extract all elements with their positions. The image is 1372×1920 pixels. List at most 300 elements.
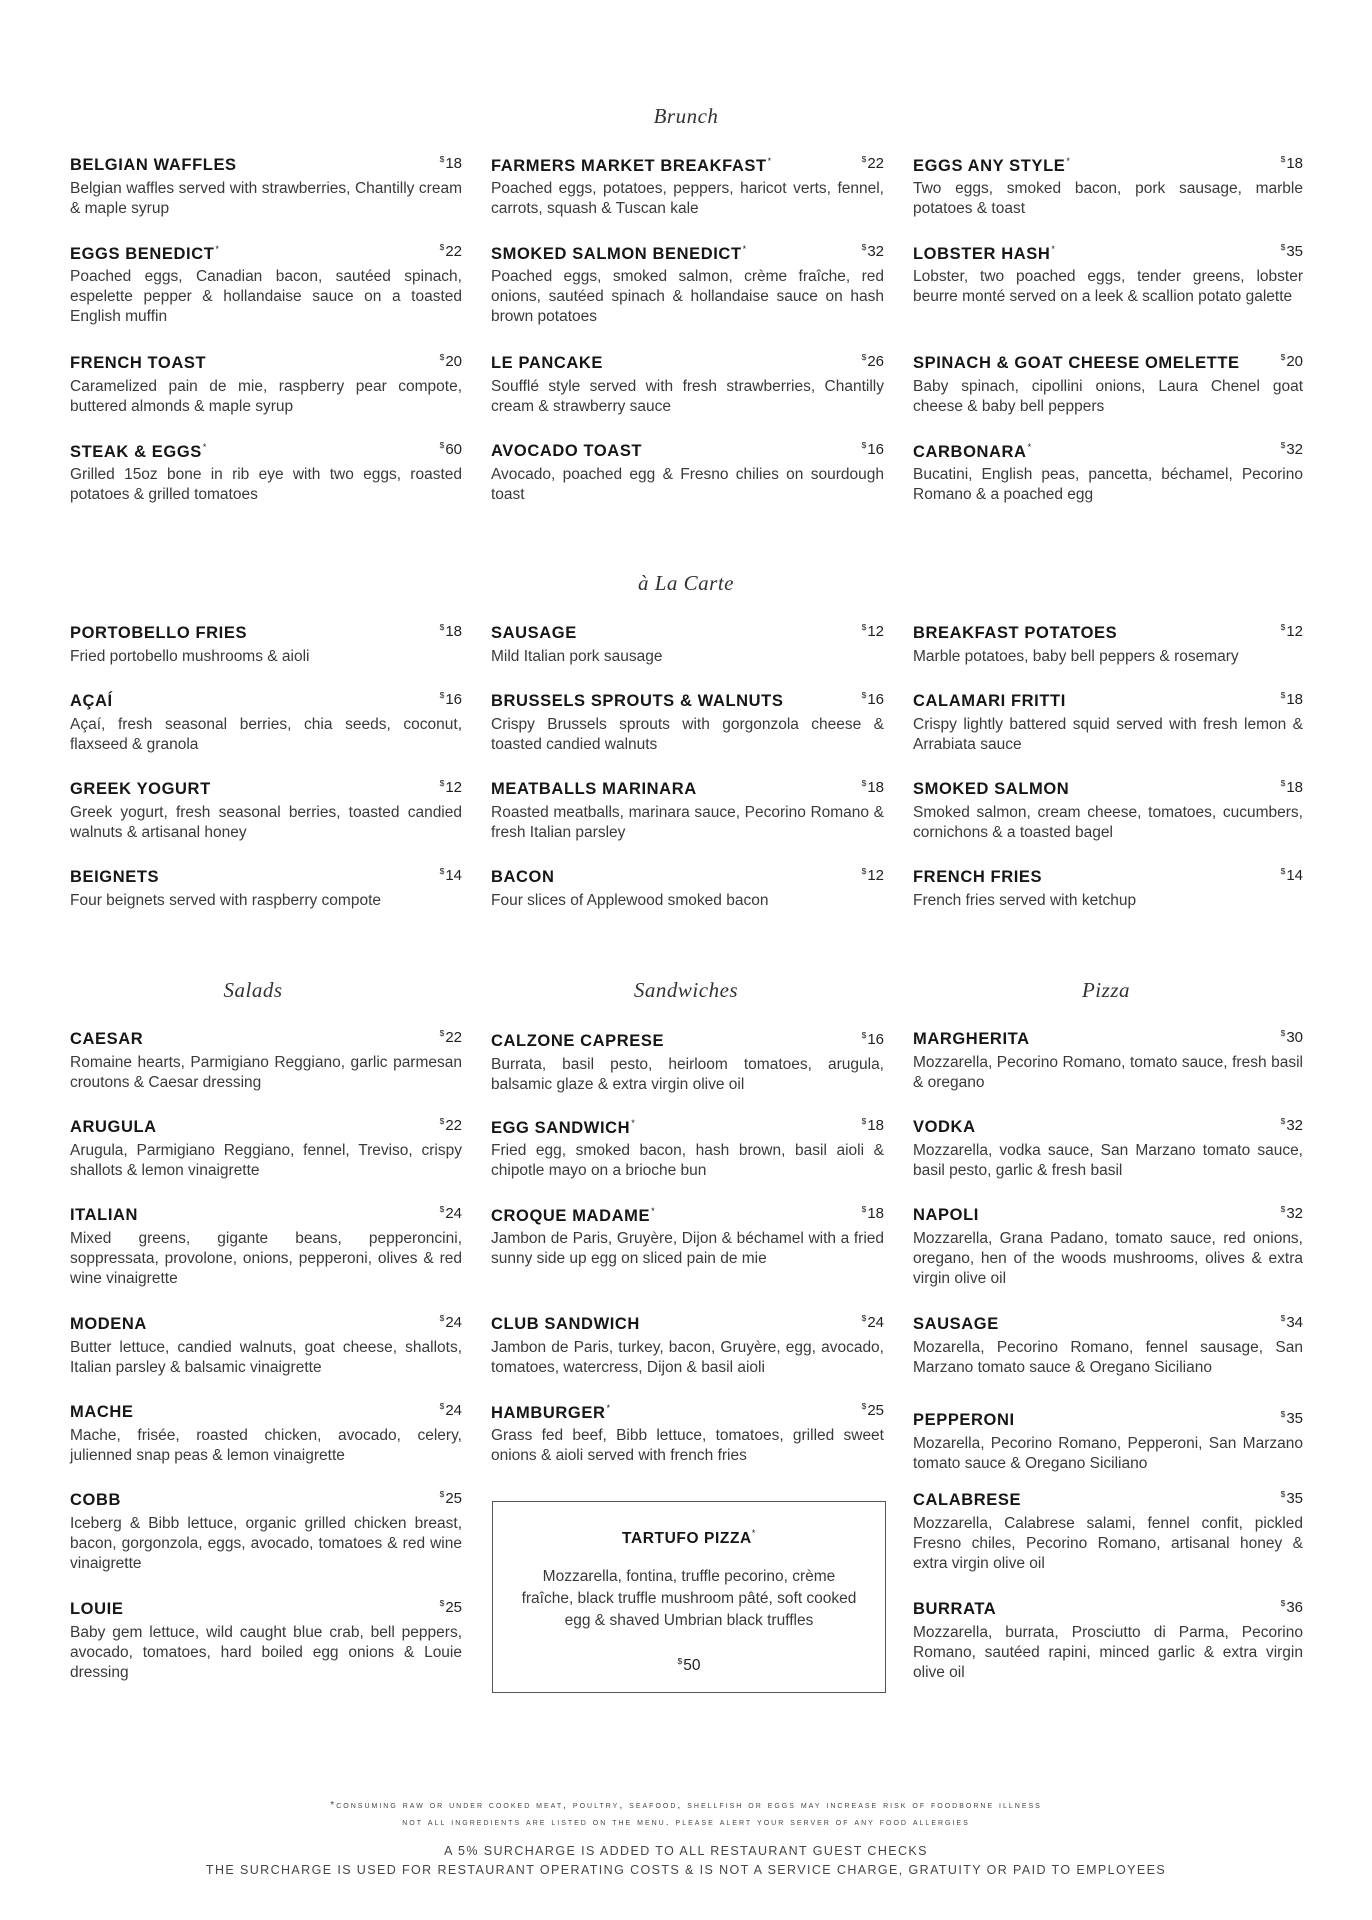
price-value: 32	[1286, 441, 1303, 458]
menu-item-name	[913, 1491, 1021, 1509]
menu-item-description: Belgian waffles served with strawberries, Chantilly cream & maple syrup	[70, 180, 462, 217]
menu-item-header	[913, 244, 1303, 266]
menu-item-description: Poached eggs, smoked salmon, crème fraîche, red onions, sautéed spinach & hollandaise sauce on hash brown potatoes	[491, 268, 884, 325]
menu-item-price	[440, 690, 462, 708]
menu-item-name	[913, 692, 1066, 710]
menu-item	[913, 624, 1303, 667]
menu-item-header	[913, 1491, 1303, 1513]
menu-item-description: Açaí, fresh seasonal berries, chia seeds, coconut, flaxseed & granola	[70, 716, 462, 753]
menu-item-name	[913, 157, 1070, 175]
menu-item-price	[862, 1401, 884, 1419]
currency-symbol: $	[861, 1204, 867, 1214]
menu-item-header	[491, 692, 884, 714]
menu-item-name-text: BREAKFAST POTATOES	[913, 624, 1118, 642]
menu-item-price	[440, 440, 462, 458]
menu-item-header	[70, 1206, 462, 1228]
menu-item-header	[491, 1032, 884, 1054]
currency-symbol: $	[861, 866, 867, 876]
allergy-footnote	[0, 1797, 1372, 1831]
currency-symbol: $	[861, 622, 867, 632]
menu-item-name	[491, 780, 697, 798]
currency-symbol: $	[439, 690, 445, 700]
menu-item-header	[491, 1403, 884, 1425]
price-value: 32	[1286, 1205, 1303, 1222]
price-value: 18	[867, 779, 884, 796]
menu-item	[491, 1315, 884, 1378]
menu-item	[491, 244, 884, 327]
menu-item	[70, 1118, 462, 1181]
menu-item	[70, 156, 462, 219]
currency-symbol: $	[861, 154, 867, 164]
menu-item	[913, 1411, 1303, 1474]
currency-symbol: $	[861, 1401, 867, 1411]
menu-item-name-text: CROQUE MADAME	[491, 1207, 651, 1225]
menu-item-description: Crispy Brussels sprouts with gorgonzola cheese & toasted candied walnuts	[491, 716, 884, 753]
price-value: 35	[1286, 1490, 1303, 1507]
menu-item-name	[491, 1207, 655, 1225]
menu-item	[913, 868, 1303, 911]
price-value: 16	[867, 1031, 884, 1048]
menu-item-price	[862, 154, 884, 172]
menu-item-description: Four beignets served with raspberry compote	[70, 892, 382, 909]
menu-item	[70, 442, 462, 505]
menu-item-name	[491, 1032, 664, 1050]
tartufo-pizza-feature-box	[492, 1501, 886, 1693]
menu-item-header	[913, 354, 1303, 376]
menu-item-name	[491, 442, 642, 460]
menu-item-description: Avocado, poached egg & Fresno chilies on sourdough toast	[491, 466, 884, 503]
menu-item-price	[1281, 778, 1303, 796]
menu-item-price	[1281, 352, 1303, 370]
raw-food-asterisk: *	[215, 244, 220, 254]
section-title-brunch: Brunch	[653, 104, 719, 128]
menu-item	[70, 1491, 462, 1574]
price-value: 12	[867, 867, 884, 884]
surcharge-line-1: A 5% SURCHARGE IS ADDED TO ALL RESTAURANT GUEST CHECKS	[444, 1844, 928, 1858]
menu-item-description: Bucatini, English peas, pancetta, béchamel, Pecorino Romano & a poached egg	[913, 466, 1303, 503]
menu-item	[70, 868, 462, 911]
menu-item-description: Burrata, basil pesto, heirloom tomatoes, arugula, balsamic glaze & extra virgin olive oil	[491, 1056, 884, 1093]
menu-item-price	[862, 622, 884, 640]
menu-item	[70, 1206, 462, 1289]
price-value: 30	[1286, 1029, 1303, 1046]
menu-item-description: Iceberg & Bibb lettuce, organic grilled chicken breast, bacon, gorgonzola, eggs, avocado, tomatoes & red wine vinaigrette	[70, 1515, 462, 1572]
menu-item-name	[70, 354, 206, 372]
menu-item-header	[70, 1491, 462, 1513]
menu-item-description: Jambon de Paris, turkey, bacon, Gruyère, egg, avocado, tomatoes, watercress, Dijon & basil aioli	[491, 1339, 884, 1376]
menu-item-name-text: SAUSAGE	[491, 624, 577, 642]
menu-item-header	[913, 1600, 1303, 1622]
menu-item-name	[70, 443, 207, 461]
menu-item-name	[913, 443, 1032, 461]
feature-item-name: TARTUFO PIZZA*	[622, 1528, 756, 1547]
currency-symbol: $	[1280, 622, 1286, 632]
menu-item-header	[491, 1315, 884, 1337]
menu-item-price	[862, 1116, 884, 1134]
menu-item-name	[70, 245, 220, 263]
currency-symbol: $	[1280, 866, 1286, 876]
footnote-line-2: not all ingredients are listed on the menu. please alert your server of any food allergies	[402, 1816, 970, 1828]
menu-item-name-text: SMOKED SALMON BENEDICT	[491, 245, 742, 263]
menu-item-price	[1281, 154, 1303, 172]
menu-item-price	[862, 866, 884, 884]
menu-item-description: Two eggs, smoked bacon, pork sausage, marble potatoes & toast	[913, 180, 1303, 217]
price-value: 18	[867, 1205, 884, 1222]
menu-item-description: Mozarella, Pecorino Romano, fennel sausage, San Marzano tomato sauce & Oregano Siciliano	[913, 1339, 1303, 1376]
menu-item-price	[440, 778, 462, 796]
menu-item-name	[491, 692, 783, 710]
menu-item-name	[70, 1403, 134, 1421]
menu-item-header	[913, 692, 1303, 714]
menu-item-header	[70, 354, 462, 376]
section-title-salads: Salads	[223, 978, 283, 1002]
price-value: 34	[1286, 1314, 1303, 1331]
menu-item-description: Butter lettuce, candied walnuts, goat cheese, shallots, Italian parsley & balsamic vinaigrette	[70, 1339, 462, 1376]
menu-item	[913, 1315, 1303, 1378]
price-value: 35	[1286, 1410, 1303, 1427]
raw-food-asterisk: *	[1051, 244, 1056, 254]
menu-item-price	[862, 1030, 884, 1048]
currency-symbol: $	[1280, 1598, 1286, 1608]
menu-item-price	[1281, 1598, 1303, 1616]
currency-symbol: $	[439, 778, 445, 788]
currency-symbol: $	[1280, 1313, 1286, 1323]
menu-item-name	[491, 157, 772, 175]
currency-symbol: $	[439, 1116, 445, 1126]
menu-item-header	[491, 156, 884, 178]
menu-item-description: Greek yogurt, fresh seasonal berries, toasted candied walnuts & artisanal honey	[70, 804, 462, 841]
menu-item-price	[440, 1489, 462, 1507]
menu-item-price	[440, 352, 462, 370]
menu-item-name	[491, 624, 577, 642]
menu-item-description: Mozzarella, burrata, Prosciutto di Parma, Pecorino Romano, sautéed rapini, minced garlic & extra virgin olive oil	[913, 1624, 1303, 1681]
currency-symbol: $	[1280, 242, 1286, 252]
price-value: 20	[1286, 353, 1303, 370]
menu-item	[70, 1030, 462, 1093]
menu-item-name-text: FARMERS MARKET BREAKFAST	[491, 157, 767, 175]
raw-food-asterisk: *	[767, 156, 772, 166]
menu-item-description: Poached eggs, potatoes, peppers, haricot verts, fennel, carrots, squash & Tuscan kale	[491, 180, 884, 217]
menu-item-name	[491, 354, 603, 372]
menu-item-name-text: LOBSTER HASH	[913, 245, 1051, 263]
menu-item-price	[1281, 1313, 1303, 1331]
menu-item-header	[491, 244, 884, 266]
raw-food-asterisk: *	[1066, 156, 1071, 166]
menu-item-name-text: HAMBURGER	[491, 1404, 606, 1422]
currency-symbol: $	[439, 242, 445, 252]
menu-item	[913, 1491, 1303, 1574]
menu-item-name-text: GREEK YOGURT	[70, 780, 211, 798]
menu-item-price	[1281, 866, 1303, 884]
currency-symbol: $	[1280, 1409, 1286, 1419]
menu-item-name	[70, 1030, 143, 1048]
currency-symbol: $	[1280, 1028, 1286, 1038]
menu-item-price	[1281, 1116, 1303, 1134]
menu-item-price	[862, 778, 884, 796]
menu-item-name	[491, 245, 747, 263]
menu-item-name	[70, 156, 237, 174]
currency-symbol: $	[439, 622, 445, 632]
currency-symbol: $	[439, 440, 445, 450]
surcharge-line-2: THE SURCHARGE IS USED FOR RESTAURANT OPERATING COSTS & IS NOT A SERVICE CHARGE, GRATUITY OR PAID TO EMPLOYEES	[205, 1863, 1167, 1877]
menu-item-description: Mache, frisée, roasted chicken, avocado, celery, julienned snap peas & lemon vinaigrette	[70, 1427, 462, 1464]
menu-item-price	[862, 242, 884, 260]
menu-item-name-text: SMOKED SALMON	[913, 780, 1070, 798]
menu-item-name	[491, 1404, 611, 1422]
currency-symbol: $	[439, 1313, 445, 1323]
menu-item-header	[913, 156, 1303, 178]
menu-item-price	[440, 622, 462, 640]
menu-item-description: Mozarella, Pecorino Romano, Pepperoni, San Marzano tomato sauce & Oregano Siciliano	[913, 1435, 1303, 1472]
menu-item-price	[1281, 1204, 1303, 1222]
price-value: 16	[445, 691, 462, 708]
menu-item-name-text: FRENCH FRIES	[913, 868, 1043, 886]
menu-item-name-text: EGGS BENEDICT	[70, 245, 215, 263]
currency-symbol: $	[1280, 690, 1286, 700]
currency-symbol: $	[1280, 778, 1286, 788]
menu-item-header	[70, 692, 462, 714]
currency-symbol: $	[861, 690, 867, 700]
menu-item	[491, 1206, 884, 1269]
menu-item-name	[70, 780, 211, 798]
menu-item	[913, 692, 1303, 755]
section-title-pizza: Pizza	[1081, 978, 1130, 1002]
menu-item-name-text: CARBONARA	[913, 443, 1027, 461]
menu-item	[491, 692, 884, 755]
menu-item-header	[70, 156, 462, 178]
price-value: 22	[867, 155, 884, 172]
price-value: 24	[445, 1205, 462, 1222]
menu-item	[913, 1600, 1303, 1683]
price-value: 24	[867, 1314, 884, 1331]
menu-item-description: Smoked salmon, cream cheese, tomatoes, cucumbers, cornichons & a toasted bagel	[913, 804, 1303, 841]
currency-symbol: $	[861, 1313, 867, 1323]
menu-item-name-text: BURRATA	[913, 1600, 997, 1618]
price-value: 25	[867, 1402, 884, 1419]
menu-item	[913, 780, 1303, 843]
menu-item-header	[913, 1118, 1303, 1140]
menu-item-name	[70, 1600, 123, 1618]
price-value: 35	[1286, 243, 1303, 260]
menu-item-header	[913, 1411, 1303, 1433]
menu-item-price	[440, 242, 462, 260]
menu-item-description: Mild Italian pork sausage	[491, 648, 663, 665]
menu-item-header	[913, 1206, 1303, 1228]
menu-item-name	[70, 868, 159, 886]
menu-item-description: Marble potatoes, baby bell peppers & rosemary	[913, 648, 1239, 665]
currency-symbol: $	[861, 1030, 867, 1040]
menu-item-name	[913, 1030, 1030, 1048]
menu-item-header	[913, 1030, 1303, 1052]
menu-item	[491, 868, 884, 911]
currency-symbol: $	[439, 1028, 445, 1038]
currency-symbol: $	[1280, 154, 1286, 164]
menu-item-header	[70, 868, 462, 890]
menu-item-name-text: PORTOBELLO FRIES	[70, 624, 248, 642]
menu-item-header	[913, 624, 1303, 646]
menu-item-name	[491, 868, 555, 886]
currency-symbol: $	[439, 866, 445, 876]
menu-item-name-text: EGG SANDWICH	[491, 1119, 631, 1137]
menu-item-header	[70, 780, 462, 802]
menu-item-header	[70, 1118, 462, 1140]
section-title-sandwiches: Sandwiches	[633, 978, 739, 1002]
menu-item-name	[70, 1491, 121, 1509]
menu-item	[70, 624, 462, 667]
menu-item	[913, 156, 1303, 219]
menu-item-description: Grilled 15oz bone in rib eye with two eggs, roasted potatoes & grilled tomatoes	[70, 466, 462, 503]
price-value: 14	[1286, 867, 1303, 884]
footnote-line-1: *consuming raw or under cooked meat, poultry, seafood, shellfish or eggs may increase risk of foodborne illness	[330, 1799, 1042, 1811]
menu-item-name	[913, 780, 1069, 798]
currency-symbol: $	[439, 154, 445, 164]
menu-item-price	[1281, 1028, 1303, 1046]
menu-item-description: Crispy lightly battered squid served with fresh lemon & Arrabiata sauce	[913, 716, 1303, 753]
menu-item-name	[491, 1315, 640, 1333]
menu-item-name-text: LE PANCAKE	[491, 354, 604, 372]
menu-item-header	[70, 624, 462, 646]
menu-item-price	[440, 1598, 462, 1616]
menu-item-header	[70, 1600, 462, 1622]
menu-item-header	[491, 1118, 884, 1140]
price-value: 22	[445, 1117, 462, 1134]
menu-item-header	[491, 780, 884, 802]
surcharge-notice	[0, 1842, 1372, 1880]
price-value: 14	[445, 867, 462, 884]
menu-item-name	[70, 624, 247, 642]
menu-item	[913, 1030, 1303, 1093]
menu-item-description: Grass fed beef, Bibb lettuce, tomatoes, grilled sweet onions & aioli served with french fries	[491, 1427, 884, 1464]
menu-item-name-text: SAUSAGE	[913, 1315, 999, 1333]
menu-item-name-text: ARUGULA	[70, 1118, 157, 1136]
menu-item	[491, 354, 884, 417]
menu-item-price	[440, 1313, 462, 1331]
price-value: 18	[445, 155, 462, 172]
menu-item-description: Mixed greens, gigante beans, pepperoncini, soppressata, provolone, onions, pepperoni, olives & red wine vinaigrette	[70, 1230, 462, 1287]
menu-item-header	[491, 868, 884, 890]
price-value: 24	[445, 1314, 462, 1331]
menu-item-price	[440, 1116, 462, 1134]
menu-item-header	[70, 244, 462, 266]
menu-item-name-text: PEPPERONI	[913, 1411, 1015, 1429]
menu-item-name	[913, 354, 1240, 372]
menu-item-name	[70, 692, 113, 710]
currency-symbol: $	[861, 352, 867, 362]
price-value: 22	[445, 243, 462, 260]
menu-item-description: Four slices of Applewood smoked bacon	[491, 892, 769, 909]
menu-item-name	[913, 1600, 996, 1618]
menu-item-description: Mozzarella, Grana Padano, tomato sauce, red onions, oregano, hen of the woods mushrooms, olives & extra virgin olive oil	[913, 1230, 1303, 1287]
raw-food-asterisk: *	[606, 1403, 611, 1413]
menu-item-name	[70, 1315, 147, 1333]
menu-item-description: Baby spinach, cipollini onions, Laura Chenel goat cheese & baby bell peppers	[913, 378, 1303, 415]
menu-item-header	[70, 442, 462, 464]
menu-item	[70, 1403, 462, 1466]
menu-item-name	[913, 245, 1055, 263]
menu-item	[913, 354, 1303, 417]
menu-item-price	[1281, 1409, 1303, 1427]
menu-item-name	[913, 1206, 979, 1224]
menu-item-description: Mozzarella, Pecorino Romano, tomato sauce, fresh basil & oregano	[913, 1054, 1303, 1091]
menu-item	[70, 692, 462, 755]
menu-item-name-text: AÇAÍ	[70, 692, 113, 710]
menu-item-name-text: MEATBALLS MARINARA	[491, 780, 697, 798]
menu-item-name-text: FRENCH TOAST	[70, 354, 207, 372]
menu-item-name-text: VODKA	[913, 1118, 976, 1136]
menu-item-name-text: CAESAR	[70, 1030, 144, 1048]
menu-item	[491, 156, 884, 219]
menu-item-name-text: CLUB SANDWICH	[491, 1315, 640, 1333]
price-value: 18	[867, 1117, 884, 1134]
menu-item-price	[1281, 440, 1303, 458]
menu-item-price	[862, 440, 884, 458]
menu-item-name-text: CALAMARI FRITTI	[913, 692, 1066, 710]
price-value: 36	[1286, 1599, 1303, 1616]
raw-food-asterisk: *	[202, 442, 207, 452]
menu-item	[70, 244, 462, 327]
menu-item-header	[913, 780, 1303, 802]
menu-item-name-text: BELGIAN WAFFLES	[70, 156, 237, 174]
menu-item-price	[862, 1204, 884, 1222]
menu-item-name	[491, 1119, 635, 1137]
menu-item-price	[1281, 622, 1303, 640]
menu-item-header	[70, 1030, 462, 1052]
menu-item	[70, 354, 462, 417]
raw-food-asterisk: *	[651, 1206, 656, 1216]
menu-item-price	[862, 1313, 884, 1331]
currency-symbol: $	[1280, 1489, 1286, 1499]
price-value: 18	[1286, 691, 1303, 708]
price-value: 32	[1286, 1117, 1303, 1134]
menu-item-description: Baby gem lettuce, wild caught blue crab, bell peppers, avocado, tomatoes, hard boiled egg onions & Louie dressing	[70, 1624, 462, 1681]
menu-item-header	[491, 624, 884, 646]
menu-item-price	[1281, 690, 1303, 708]
menu-item-name-text: SPINACH & GOAT CHEESE OMELETTE	[913, 354, 1240, 372]
menu-item	[491, 1403, 884, 1466]
price-value: 12	[445, 779, 462, 796]
menu-item-description: Soufflé style served with fresh strawberries, Chantilly cream & strawberry sauce	[491, 378, 884, 415]
menu-item-name	[913, 868, 1042, 886]
menu-item-description: Mozzarella, vodka sauce, San Marzano tomato sauce, basil pesto, garlic & fresh basil	[913, 1142, 1303, 1179]
menu-item	[70, 1315, 462, 1378]
menu-item	[491, 442, 884, 505]
currency-symbol: $	[439, 352, 445, 362]
section-title-a-la-carte: à La Carte	[637, 571, 734, 595]
feature-item-price: $50	[677, 1656, 701, 1674]
menu-item-description: French fries served with ketchup	[913, 892, 1137, 909]
price-value: 12	[1286, 623, 1303, 640]
menu-item-description: Lobster, two poached eggs, tender greens, lobster beurre monté served on a leek & scallion potato galette	[913, 268, 1303, 305]
currency-symbol: $	[1280, 352, 1286, 362]
menu-item-description: Fried portobello mushrooms & aioli	[70, 648, 310, 665]
menu-item-name-text: ITALIAN	[70, 1206, 139, 1224]
menu-item-name-text: MARGHERITA	[913, 1030, 1030, 1048]
price-value: 16	[867, 691, 884, 708]
currency-symbol: $	[861, 1116, 867, 1126]
price-value: 18	[445, 623, 462, 640]
price-value: 16	[867, 441, 884, 458]
price-value: 12	[867, 623, 884, 640]
menu-item-description: Caramelized pain de mie, raspberry pear compote, buttered almonds & maple syrup	[70, 378, 462, 415]
price-value: 18	[1286, 155, 1303, 172]
menu-item	[70, 780, 462, 843]
menu-item-description: Romaine hearts, Parmigiano Reggiano, garlic parmesan croutons & Caesar dressing	[70, 1054, 462, 1091]
price-value: 26	[867, 353, 884, 370]
menu-item-price	[440, 154, 462, 172]
menu-item	[491, 780, 884, 843]
menu-item	[913, 1118, 1303, 1181]
raw-food-asterisk: *	[742, 244, 747, 254]
